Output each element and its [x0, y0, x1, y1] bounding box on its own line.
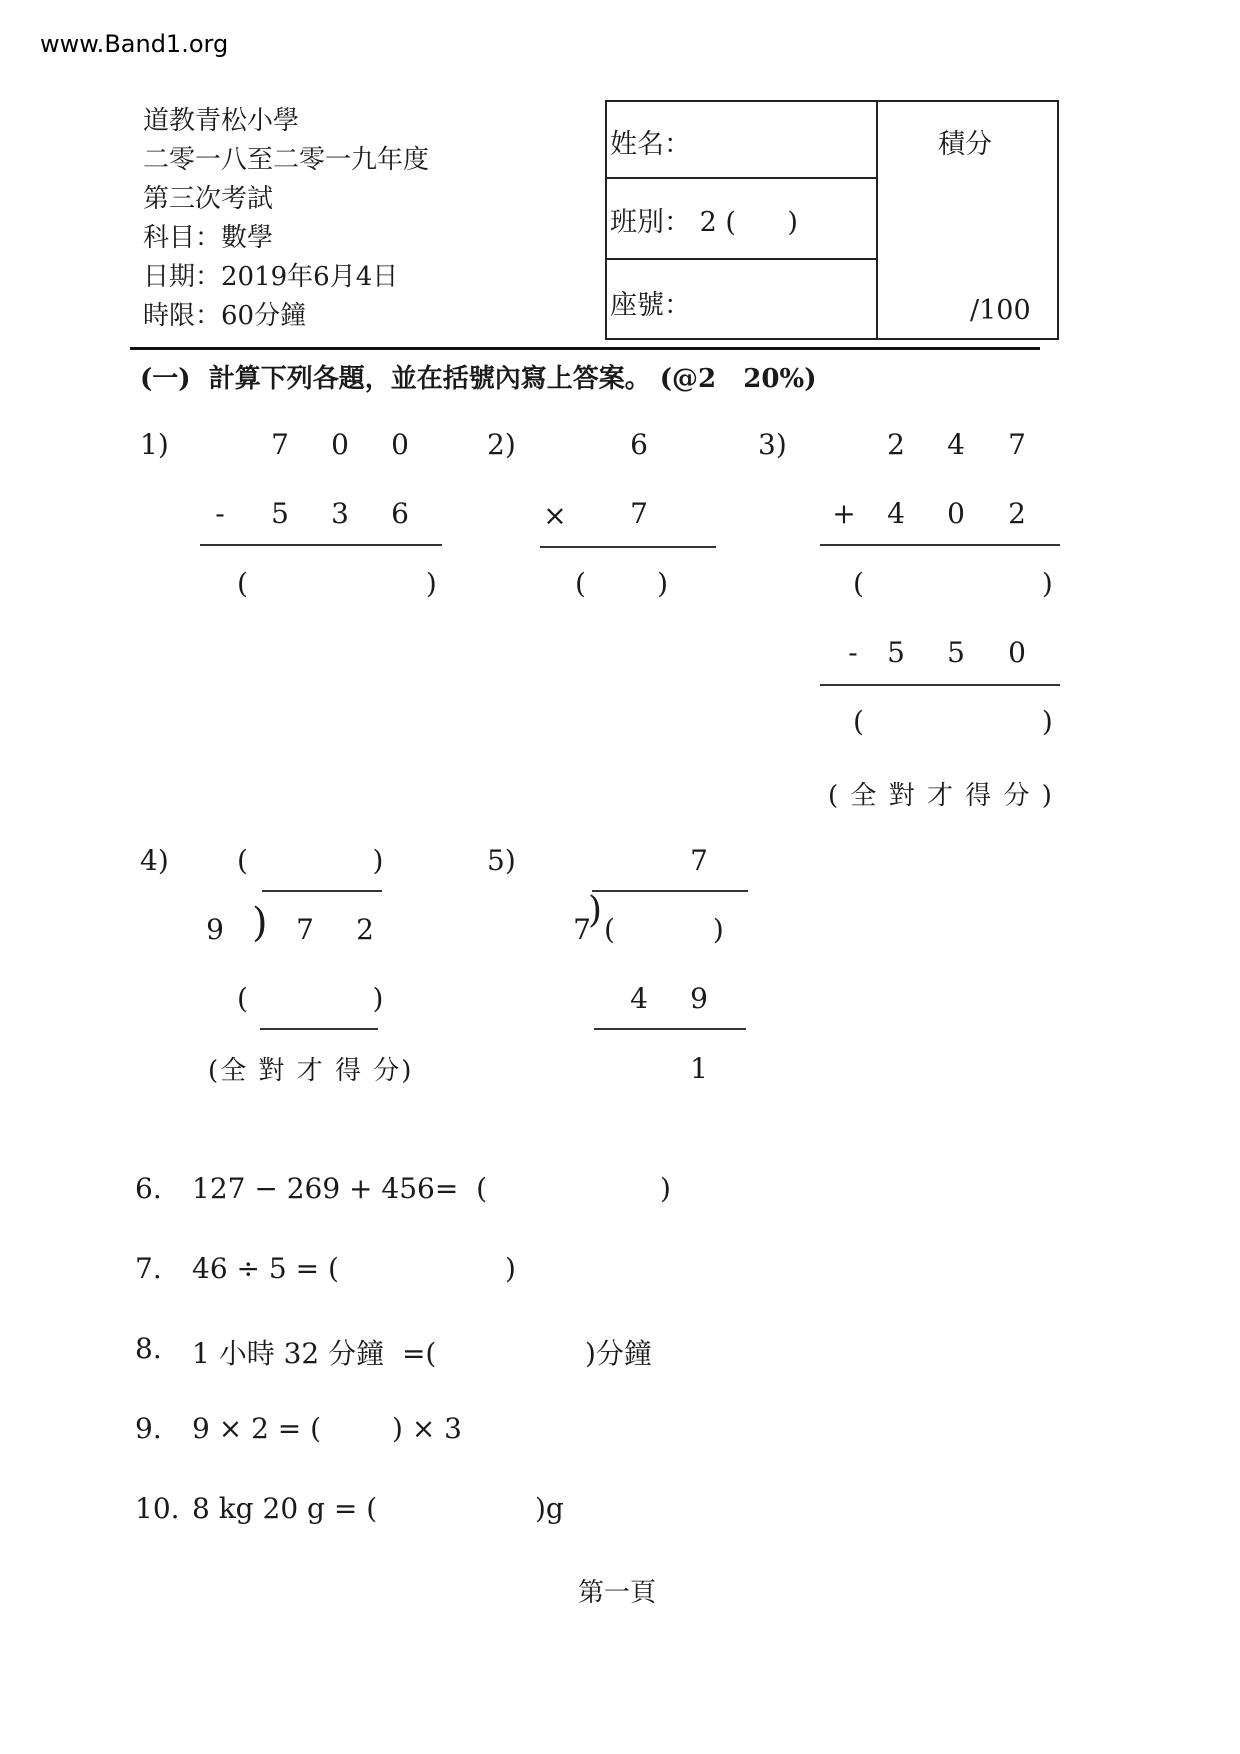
remainder: 1 — [690, 1052, 708, 1085]
info-row-divider — [605, 177, 877, 179]
divisor: 9 — [206, 913, 224, 946]
question-number: 8. — [135, 1332, 162, 1365]
dividend-blank[interactable]: ( ) — [604, 913, 724, 946]
answer-blank[interactable]: ( ) — [575, 567, 669, 600]
question-text: 46 ÷ 5 = ( — [192, 1252, 339, 1285]
section-title: (一) 計算下列各題，並在括號內寫上答案。 (@2 20%) — [140, 364, 817, 394]
digit: 7 — [271, 428, 289, 461]
digit: 5 — [947, 636, 965, 669]
digit: 2 — [1008, 497, 1026, 530]
info-box-divider — [876, 100, 878, 338]
sum-line — [540, 546, 716, 548]
question-number: 6. — [135, 1172, 162, 1205]
question-number: 10. — [135, 1492, 180, 1525]
sum-line — [820, 544, 1060, 546]
answer-blank[interactable]: ( ) — [853, 567, 1053, 600]
site-url: www.Band1.org — [40, 30, 229, 58]
digit: 0 — [1008, 636, 1026, 669]
header-line-school: 道教青松小學 — [143, 106, 300, 136]
question-number: 4) — [140, 844, 169, 877]
score-total: /100 — [970, 295, 1031, 326]
operator-minus: - — [848, 636, 858, 669]
question-number: 3) — [758, 428, 787, 461]
question-text: 8 kg 20 g = ( — [192, 1492, 378, 1525]
digit: 9 — [690, 982, 708, 1015]
header-line-date: 日期：2019年6月4日 — [143, 262, 399, 292]
question-number: 1) — [140, 428, 169, 461]
answer-close[interactable]: ) — [505, 1252, 516, 1285]
digit: 2 — [356, 913, 374, 946]
digit: 0 — [331, 428, 349, 461]
seat-field-label: 座號： — [610, 290, 691, 321]
operator-plus: + — [832, 497, 856, 530]
digit: 7 — [630, 497, 648, 530]
question-number: 9. — [135, 1412, 162, 1445]
answer-close[interactable]: ) × 3 — [392, 1412, 462, 1445]
digit: 2 — [887, 428, 905, 461]
question-text: 1 小時 32 分鐘 =( — [192, 1337, 437, 1370]
operator-minus: - — [215, 497, 225, 530]
subtraction-line — [260, 1028, 378, 1030]
sum-line — [200, 544, 442, 546]
sum-line — [820, 684, 1060, 686]
digit: 3 — [331, 497, 349, 530]
full-marks-note: (全 對 才 得 分) — [208, 1056, 414, 1086]
digit: 7 — [1008, 428, 1026, 461]
digit: 6 — [391, 497, 409, 530]
step-blank[interactable]: ( ) — [237, 982, 384, 1015]
answer-close[interactable]: )g — [535, 1492, 564, 1525]
digit: 0 — [391, 428, 409, 461]
section-divider — [130, 347, 1040, 350]
score-label: 積分 — [938, 129, 992, 160]
divisor: 7 — [573, 913, 591, 946]
name-field-label: 姓名： — [610, 129, 691, 160]
header-line-year: 二零一八至二零一九年度 — [143, 145, 430, 175]
digit: 4 — [887, 497, 905, 530]
answer-close[interactable]: ) — [660, 1172, 671, 1205]
division-bracket: ) — [252, 900, 268, 946]
header-line-duration: 時限：60分鐘 — [143, 301, 307, 331]
full-marks-note: ( 全 對 才 得 分 ) — [828, 781, 1054, 811]
digit: 5 — [887, 636, 905, 669]
page-number: 第一頁 — [578, 1578, 657, 1608]
header-line-subject: 科目：數學 — [143, 223, 274, 253]
answer-blank[interactable]: ( ) — [237, 567, 437, 600]
info-row-divider — [605, 258, 877, 260]
question-number: 5) — [487, 844, 516, 877]
question-text: 9 × 2 = ( — [192, 1412, 322, 1445]
header-line-exam: 第三次考試 — [143, 184, 274, 214]
subtraction-line — [594, 1028, 746, 1030]
digit: 6 — [630, 428, 648, 461]
question-number: 7. — [135, 1252, 162, 1285]
answer-blank[interactable]: ( ) — [853, 705, 1053, 738]
class-field-label: 班別： 2 ( ) — [610, 207, 798, 238]
digit: 5 — [271, 497, 289, 530]
division-bar — [592, 890, 748, 892]
digit: 7 — [296, 913, 314, 946]
division-bracket: ) — [588, 890, 603, 931]
quotient-blank[interactable]: ( ) — [237, 844, 384, 877]
operator-times: × — [543, 499, 567, 532]
quotient: 7 — [690, 844, 708, 877]
division-bar — [262, 890, 382, 892]
answer-close[interactable]: )分鐘 — [585, 1337, 652, 1370]
digit: 4 — [947, 428, 965, 461]
digit: 4 — [630, 982, 648, 1015]
question-number: 2) — [487, 428, 516, 461]
question-text: 127 − 269 + 456= ( — [192, 1172, 488, 1205]
school-header — [143, 102, 429, 336]
digit: 0 — [947, 497, 965, 530]
